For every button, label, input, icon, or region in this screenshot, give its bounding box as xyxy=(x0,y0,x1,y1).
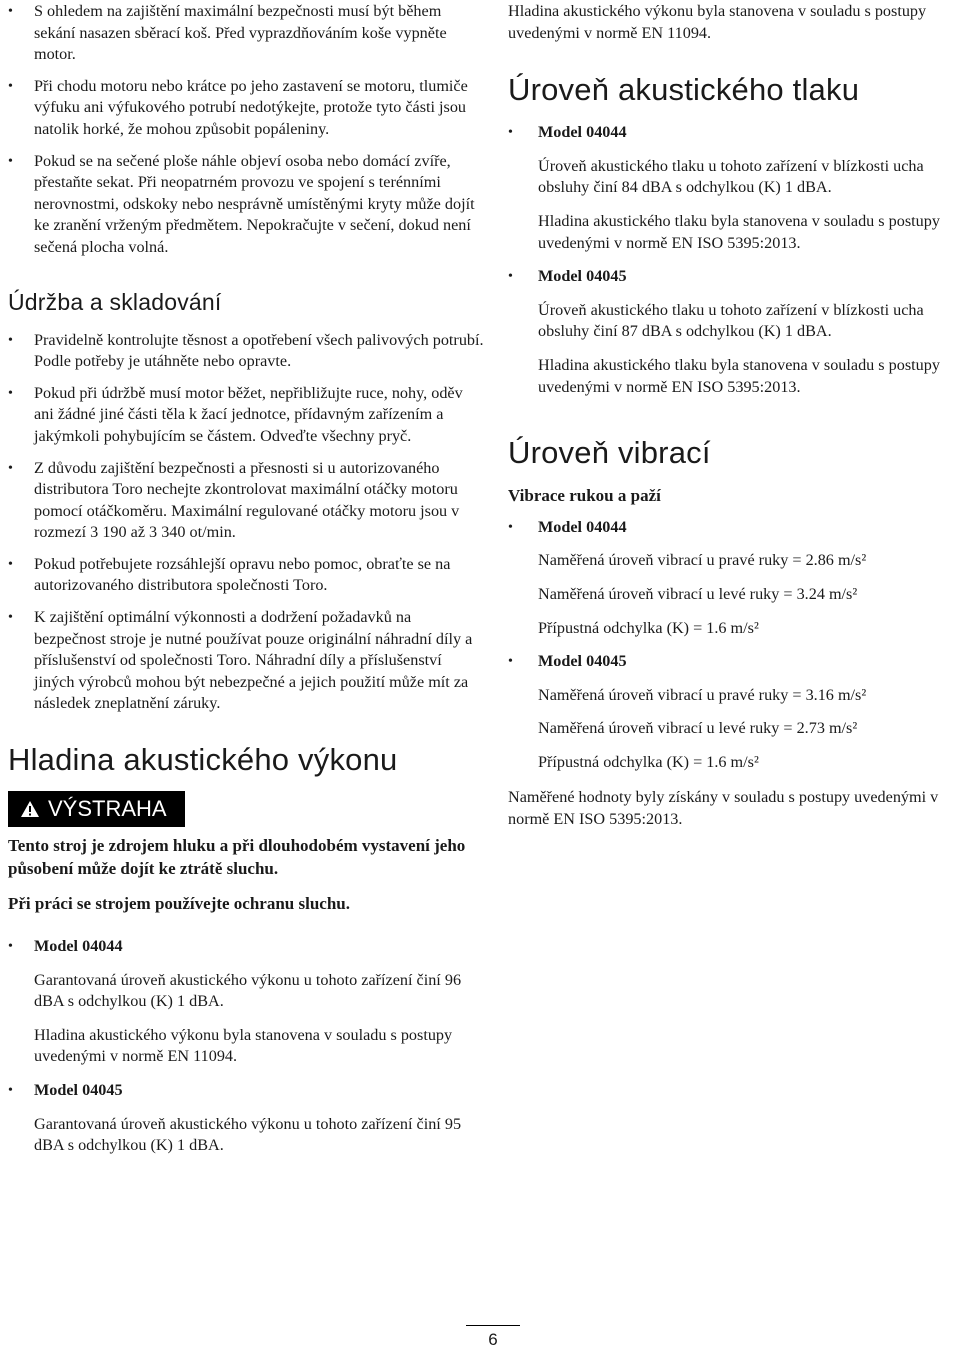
warning-instruction: Při práci se strojem používejte ochranu sluchu. xyxy=(8,894,351,914)
left-column xyxy=(8,0,486,1157)
list-item xyxy=(508,651,960,773)
model-name: • Model 04045 xyxy=(538,267,627,286)
maintenance-heading: Údržba a skladování xyxy=(8,288,222,315)
model-name: • Model 04045 xyxy=(34,1081,123,1099)
sound-power-model-list xyxy=(8,936,486,1157)
model-pressure: Úroveň akustického tlaku u tohoto zařízení v blízkosti ucha obsluhy činí 84 dBA s odchylkou (K) 1 dBA. xyxy=(538,156,924,197)
list-item: • Pokud potřebujete rozsáhlejší opravu nebo pomoc, obraťte se na autorizovaného distributora společnosti Toro. xyxy=(8,554,486,597)
sound-power-heading: Hladina akustického výkonu xyxy=(8,742,398,778)
list-item: • Při chodu motoru nebo krátce po jeho zastavení se motoru, tlumiče výfuku ani výfukového potrubí nedotýkejte, protože tyto části jsou natolik horké, že mohou způsobit popáleniny. xyxy=(8,76,486,141)
list-item: • Pokud při údržbě musí motor běžet, nepřibližujte ruce, nohy, oděv ani žádné jiné části těla k žací jednotce, přídavným zařízením a jakýmkoli pohybujícím se částem. Odveďte všechny pryč. xyxy=(8,383,486,448)
list-item xyxy=(8,1080,486,1157)
model-name: • Model 04044 xyxy=(538,123,627,142)
vibration-right-hand: Naměřená úroveň vibrací u pravé ruky = 2.86 m/s² xyxy=(538,551,867,570)
list-item: • S ohledem na zajištění maximální bezpečnosti musí být během sekání nasazen sběrací koš. Před vyprazdňováním koše vypněte motor. xyxy=(8,1,486,66)
warning-triangle-icon xyxy=(20,800,40,818)
vibration-tolerance: Přípustná odchylka (K) = 1.6 m/s² xyxy=(538,752,759,771)
maintenance-bullet-list xyxy=(8,330,486,716)
list-item xyxy=(8,936,486,1068)
sound-pressure-model-list xyxy=(508,122,960,398)
vibration-subheading: Vibrace rukou a paží xyxy=(508,486,661,506)
safety-bullet-list xyxy=(8,1,486,259)
model-standard: Hladina akustického tlaku byla stanovena v souladu s postupy uvedenými v normě EN ISO 5395:2013. xyxy=(538,355,940,396)
model-standard: Hladina akustického tlaku byla stanovena v souladu s postupy uvedenými v normě EN ISO 5395:2013. xyxy=(538,211,940,252)
model-name: • Model 04044 xyxy=(538,517,627,536)
sound-pressure-heading: Úroveň akustického tlaku xyxy=(508,72,860,108)
vibration-note: Naměřené hodnoty byly získány v souladu s postupy uvedenými v normě EN ISO 5395:2013. xyxy=(508,788,939,829)
model-guarantee: Garantovaná úroveň akustického výkonu u tohoto zařízení činí 95 dBA s odchylkou (K) 1 dBA. xyxy=(34,1114,462,1155)
footer-rule xyxy=(466,1325,520,1326)
vibration-right-hand: Naměřená úroveň vibrací u pravé ruky = 3.16 m/s² xyxy=(538,685,867,704)
list-item: • K zajištění optimální výkonnosti a dodržení požadavků na bezpečnost stroje je nutné používat pouze originální náhradní díly a příslušenství od společnosti Toro. Náhradní díly a příslušenství jiných výrobců mohou být nebezpečné a jejich použití může mít za následek zneplatnění záruky. xyxy=(8,607,486,715)
vibration-tolerance: Přípustná odchylka (K) = 1.6 m/s² xyxy=(538,618,759,637)
model-guarantee: Garantovaná úroveň akustického výkonu u tohoto zařízení činí 96 dBA s odchylkou (K) 1 dBA. xyxy=(34,970,462,1011)
warning-text: Tento stroj je zdrojem hluku a při dlouhodobém vystavení jeho působení může dojít ke ztrátě sluchu. xyxy=(8,836,466,879)
warning-banner xyxy=(8,791,185,827)
model-pressure: Úroveň akustického tlaku u tohoto zařízení v blízkosti ucha obsluhy činí 87 dBA s odchylkou (K) 1 dBA. xyxy=(538,300,924,341)
vibration-left-hand: Naměřená úroveň vibrací u levé ruky = 3.24 m/s² xyxy=(538,584,858,603)
list-item: • Z důvodu zajištění bezpečnosti a přesnosti si u autorizovaného distributora Toro nechejte zkontrolovat maximální otáčky motoru pomocí otáčkoměru. Maximální regulované otáčky motoru jsou v rozmezí 3 190 až 3 340 ot/min. xyxy=(8,458,486,544)
continued-text: Hladina akustického výkonu byla stanovena v souladu s postupy uvedenými v normě EN 11094. xyxy=(508,2,927,42)
warning-label: VÝSTRAHA xyxy=(48,796,167,822)
list-item: • Pokud se na sečené ploše náhle objeví osoba nebo domácí zvíře, přestaňte sekat. Při neopatrném provozu ve spojení s terénními nerovnostmi, odskoky nebo nesprávně umístěnými kryty může dojít ke zranění vrženým předmětem. Nepokračujte v sečení, dokud není sečená plocha volná. xyxy=(8,151,486,259)
vibration-heading: Úroveň vibrací xyxy=(508,435,711,471)
page-number: 6 xyxy=(488,1330,498,1349)
list-item xyxy=(508,517,960,639)
list-item: • Pravidelně kontrolujte těsnost a opotřebení všech palivových potrubí. Podle potřeby je utáhněte nebo opravte. xyxy=(8,330,486,373)
vibration-left-hand: Naměřená úroveň vibrací u levé ruky = 2.73 m/s² xyxy=(538,719,858,738)
right-column xyxy=(508,0,960,831)
list-item xyxy=(508,122,960,254)
list-item xyxy=(508,266,960,398)
model-name: • Model 04045 xyxy=(538,652,627,671)
model-standard: Hladina akustického výkonu byla stanovena v souladu s postupy uvedenými v normě EN 11094. xyxy=(34,1025,453,1066)
vibration-model-list xyxy=(508,517,960,774)
model-name: • Model 04044 xyxy=(34,937,123,956)
